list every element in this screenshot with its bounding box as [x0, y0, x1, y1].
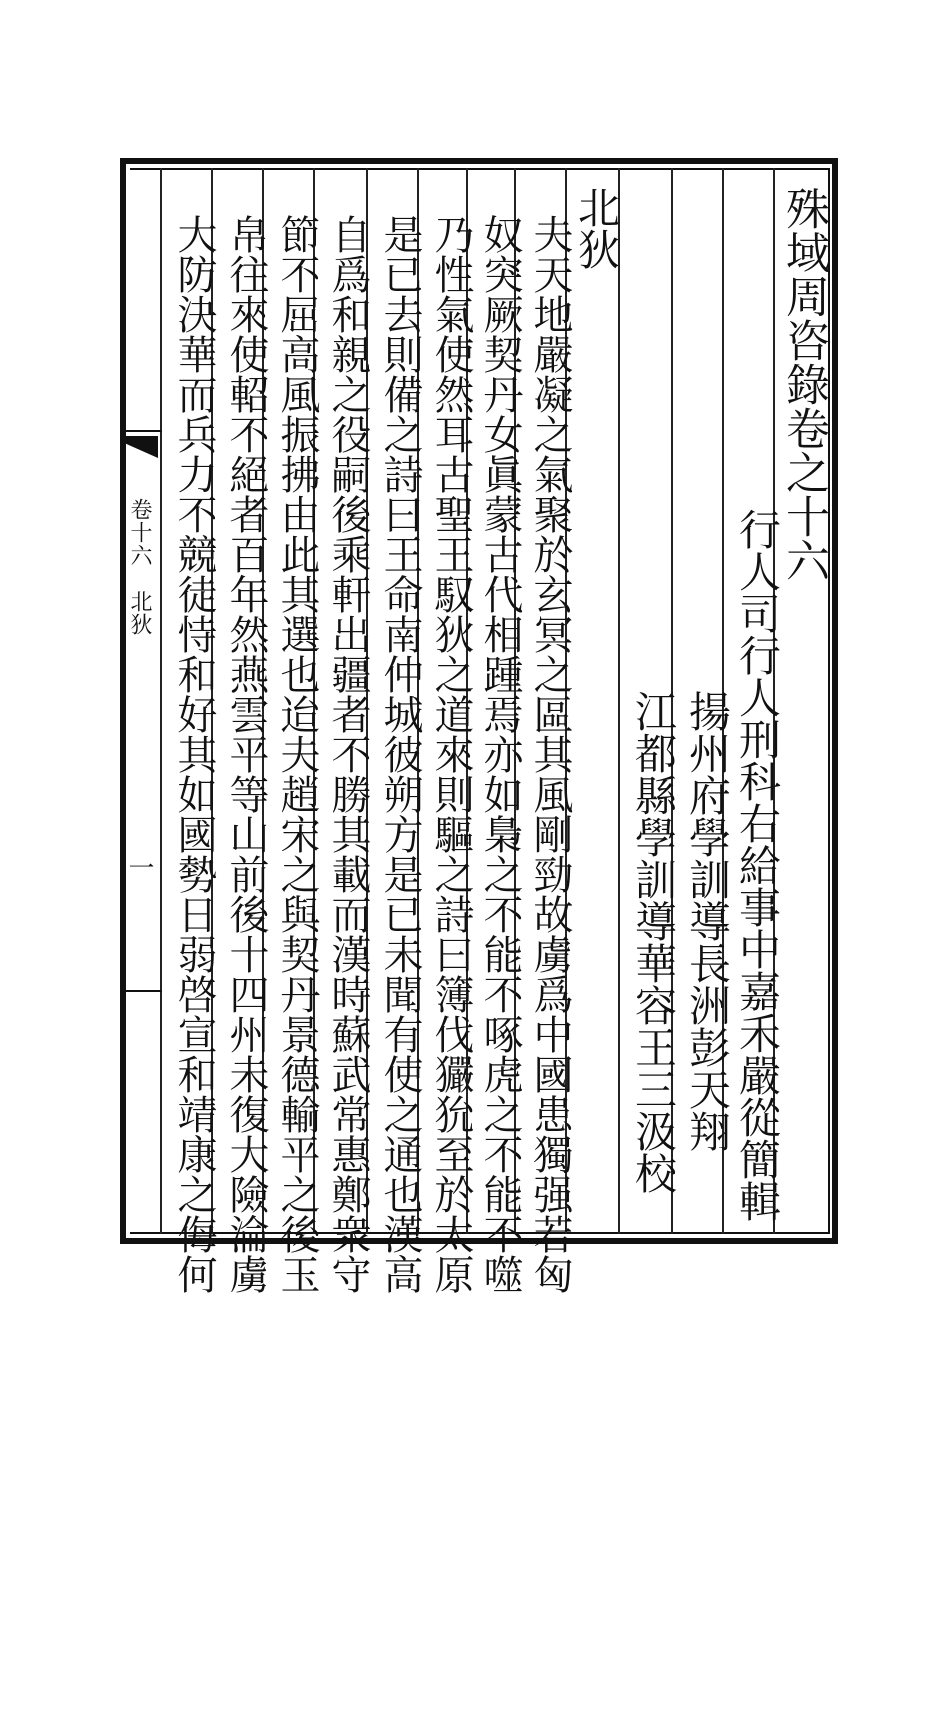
body-column-5: 自爲和親之役嗣後乘軒出疆者不勝其載而漢時蘇武常惠鄭衆守 — [325, 214, 371, 1294]
page-number: 一 — [124, 854, 154, 880]
spine-title: 卷十六 北狄 — [127, 498, 152, 636]
body-column-1: 夫天地嚴凝之氣聚於玄冥之區其風剛勁故虜爲中國患獨强若匈 — [527, 214, 573, 1294]
spine-rule — [122, 990, 162, 992]
body-column-2: 奴突厥契丹女眞蒙古代相踵焉亦如梟之不能不啄虎之不能不噬 — [477, 214, 523, 1294]
body-column-7: 帛往來使軺不絕者百年然燕雲平等山前後十四州未復大險淪虜 — [223, 214, 269, 1294]
spine-rule — [122, 430, 162, 432]
fishtail-mark-icon — [122, 436, 158, 458]
body-column-8: 大防決華而兵力不競徒恃和好其如國勢日弱啓宣和靖康之侮何 — [171, 214, 217, 1294]
editor-credit: 揚州府學訓導長洲彭天翔 — [683, 690, 732, 1152]
collator-credit: 江都縣學訓導華容王三汲校 — [629, 690, 678, 1194]
section-title: 北狄 — [572, 186, 621, 270]
body-column-4: 是已去則備之詩曰王命南仲城彼朔方是已未聞有使之通也漢高 — [377, 214, 423, 1294]
body-column-3: 乃性氣使然耳古聖王馭狄之道來則驅之詩曰簿伐玁狁至於太原 — [428, 214, 474, 1294]
compiler-credit: 行人司行人刑科右給事中嘉禾嚴從簡輯 — [733, 508, 782, 1222]
book-title: 殊域周咨錄卷之十六 — [778, 186, 829, 582]
body-column-6: 節不屈高風振拂由此其選也迨夫趙宋之與契丹景德輸平之後玉 — [274, 214, 320, 1294]
